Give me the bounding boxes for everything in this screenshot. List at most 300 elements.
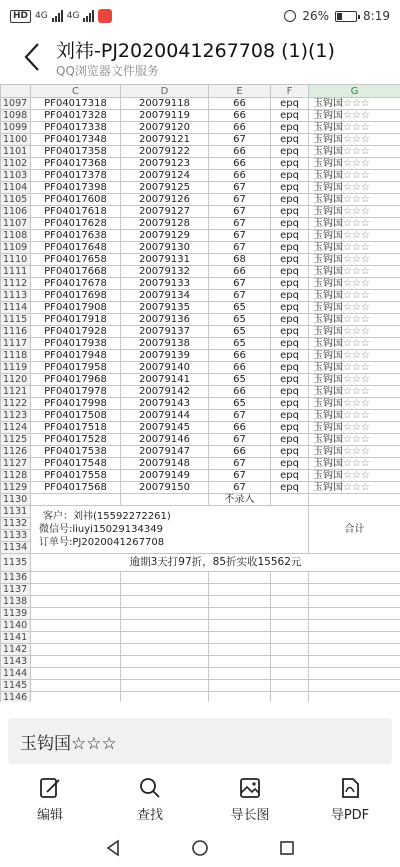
cell-e[interactable]: 65 bbox=[209, 314, 271, 326]
cell-e[interactable]: 67 bbox=[209, 194, 271, 206]
cell-f[interactable]: epq bbox=[271, 134, 309, 146]
cell-content-preview[interactable]: 玉钩国☆☆☆ bbox=[8, 718, 392, 764]
empty-cell[interactable] bbox=[31, 608, 121, 620]
table-row[interactable] bbox=[1, 338, 400, 350]
cell-e[interactable]: 67 bbox=[209, 242, 271, 254]
cell-c[interactable]: PF04017908 bbox=[31, 302, 121, 314]
cell-g[interactable] bbox=[309, 386, 400, 398]
empty-cell[interactable] bbox=[271, 620, 309, 632]
table-row[interactable] bbox=[1, 386, 400, 398]
cell-g[interactable] bbox=[309, 314, 400, 326]
table-row[interactable] bbox=[1, 470, 400, 482]
row-number: 1118 bbox=[1, 350, 31, 362]
empty-cell[interactable] bbox=[31, 668, 121, 680]
empty-cell[interactable] bbox=[209, 584, 271, 596]
empty-cell[interactable] bbox=[209, 620, 271, 632]
cell-d[interactable]: 20079132 bbox=[121, 266, 209, 278]
cell-f[interactable]: epq bbox=[271, 350, 309, 362]
cell-c[interactable]: PF04017618 bbox=[31, 206, 121, 218]
cell-g[interactable] bbox=[309, 230, 400, 242]
cell-c[interactable]: PF04017938 bbox=[31, 338, 121, 350]
empty-cell[interactable] bbox=[121, 680, 209, 692]
table-row[interactable] bbox=[1, 242, 400, 254]
cell-d[interactable]: 20079139 bbox=[121, 350, 209, 362]
cell-c[interactable]: PF04017328 bbox=[31, 110, 121, 122]
cell-e[interactable]: 65 bbox=[209, 338, 271, 350]
cell-c[interactable]: PF04017508 bbox=[31, 410, 121, 422]
cell-g[interactable] bbox=[309, 146, 400, 158]
empty-cell[interactable] bbox=[309, 620, 400, 632]
empty-cell[interactable] bbox=[309, 644, 400, 656]
cell-f[interactable]: epq bbox=[271, 434, 309, 446]
cell-g[interactable] bbox=[309, 422, 400, 434]
cell-f[interactable]: epq bbox=[271, 386, 309, 398]
empty-cell[interactable] bbox=[271, 656, 309, 668]
cell-d[interactable]: 20079136 bbox=[121, 314, 209, 326]
cell-c[interactable]: PF04017948 bbox=[31, 350, 121, 362]
cell-d[interactable]: 20079131 bbox=[121, 254, 209, 266]
cell-d[interactable]: 20079133 bbox=[121, 278, 209, 290]
table-row[interactable] bbox=[1, 620, 400, 632]
empty-cell[interactable] bbox=[209, 692, 271, 703]
table-row[interactable] bbox=[1, 668, 400, 680]
table-row[interactable] bbox=[1, 134, 400, 146]
table-row[interactable] bbox=[1, 182, 400, 194]
table-row[interactable] bbox=[1, 290, 400, 302]
empty-cell[interactable] bbox=[121, 632, 209, 644]
table-row[interactable] bbox=[1, 158, 400, 170]
table-row[interactable] bbox=[1, 680, 400, 692]
cell-f[interactable]: epq bbox=[271, 446, 309, 458]
column-header[interactable]: F bbox=[271, 85, 309, 98]
cell-e[interactable]: 68 bbox=[209, 254, 271, 266]
cell-g[interactable] bbox=[309, 470, 400, 482]
cell-d[interactable]: 20079134 bbox=[121, 290, 209, 302]
empty-cell[interactable] bbox=[31, 572, 121, 584]
cell-d[interactable]: 20079142 bbox=[121, 386, 209, 398]
table-row[interactable] bbox=[1, 146, 400, 158]
table-row[interactable] bbox=[1, 434, 400, 446]
cell-e[interactable]: 67 bbox=[209, 482, 271, 494]
cell-c[interactable]: PF04017368 bbox=[31, 158, 121, 170]
cell-g[interactable] bbox=[309, 350, 400, 362]
cell-c[interactable]: PF04017628 bbox=[31, 218, 121, 230]
empty-cell[interactable] bbox=[121, 668, 209, 680]
cell-f[interactable]: epq bbox=[271, 482, 309, 494]
table-row[interactable] bbox=[1, 608, 400, 620]
cell-g[interactable] bbox=[309, 434, 400, 446]
empty-cell[interactable] bbox=[209, 680, 271, 692]
empty-cell[interactable] bbox=[121, 620, 209, 632]
table-row[interactable] bbox=[1, 350, 400, 362]
empty-cell[interactable] bbox=[271, 608, 309, 620]
cell-f[interactable]: epq bbox=[271, 206, 309, 218]
back-arrow-icon[interactable] bbox=[20, 40, 44, 74]
cell-c[interactable]: PF04017558 bbox=[31, 470, 121, 482]
cell-c[interactable]: PF04017678 bbox=[31, 278, 121, 290]
cell-c[interactable]: PF04017528 bbox=[31, 434, 121, 446]
cell-g[interactable] bbox=[309, 446, 400, 458]
table-row[interactable] bbox=[1, 254, 400, 266]
cell-g[interactable] bbox=[309, 302, 400, 314]
column-header-selected[interactable]: G bbox=[309, 85, 400, 98]
cell-d[interactable]: 20079148 bbox=[121, 458, 209, 470]
empty-cell[interactable] bbox=[121, 692, 209, 703]
cell-f[interactable]: epq bbox=[271, 314, 309, 326]
cell-f[interactable]: epq bbox=[271, 278, 309, 290]
cell-e[interactable]: 65 bbox=[209, 326, 271, 338]
table-row[interactable] bbox=[1, 692, 400, 703]
cell-e[interactable]: 67 bbox=[209, 206, 271, 218]
cell-e[interactable]: 65 bbox=[209, 302, 271, 314]
cell-d[interactable]: 20079144 bbox=[121, 410, 209, 422]
empty-cell[interactable] bbox=[31, 680, 121, 692]
cell-g[interactable] bbox=[309, 290, 400, 302]
cell-g[interactable] bbox=[309, 326, 400, 338]
cell-d[interactable]: 20079128 bbox=[121, 218, 209, 230]
cell-f[interactable]: epq bbox=[271, 362, 309, 374]
cell-g[interactable] bbox=[309, 254, 400, 266]
cell-g[interactable] bbox=[309, 374, 400, 386]
empty-cell[interactable] bbox=[309, 656, 400, 668]
table-row[interactable] bbox=[1, 218, 400, 230]
cell-c[interactable]: PF04017338 bbox=[31, 122, 121, 134]
empty-cell[interactable] bbox=[31, 644, 121, 656]
cell-c[interactable]: PF04017918 bbox=[31, 314, 121, 326]
cell-f[interactable]: epq bbox=[271, 98, 309, 110]
cell-e[interactable]: 65 bbox=[209, 374, 271, 386]
cell-c[interactable]: PF04017358 bbox=[31, 146, 121, 158]
cell-g[interactable] bbox=[309, 410, 400, 422]
cell-e[interactable]: 67 bbox=[209, 134, 271, 146]
cell-e[interactable]: 67 bbox=[209, 230, 271, 242]
cell-f[interactable]: epq bbox=[271, 326, 309, 338]
cell-f[interactable]: epq bbox=[271, 218, 309, 230]
empty-cell[interactable] bbox=[309, 572, 400, 584]
cell-g-text: 玉钩国 bbox=[313, 158, 343, 169]
cell-g[interactable] bbox=[309, 182, 400, 194]
table-row[interactable] bbox=[1, 398, 400, 410]
cell-d[interactable]: 20079145 bbox=[121, 422, 209, 434]
table-row[interactable] bbox=[1, 656, 400, 668]
cell-e[interactable]: 66 bbox=[209, 422, 271, 434]
cell-e[interactable]: 66 bbox=[209, 122, 271, 134]
spreadsheet-grid[interactable] bbox=[0, 84, 400, 702]
table-row[interactable] bbox=[1, 230, 400, 242]
row-number: 1102 bbox=[1, 158, 31, 170]
cell-f[interactable]: epq bbox=[271, 302, 309, 314]
table-row[interactable] bbox=[1, 206, 400, 218]
empty-cell[interactable] bbox=[271, 668, 309, 680]
cell-c[interactable]: PF04017668 bbox=[31, 266, 121, 278]
empty-cell[interactable] bbox=[31, 596, 121, 608]
cell-c[interactable]: PF04017398 bbox=[31, 182, 121, 194]
cell-e[interactable]: 66 bbox=[209, 446, 271, 458]
cell-c[interactable]: PF04017958 bbox=[31, 362, 121, 374]
table-row[interactable] bbox=[1, 170, 400, 182]
cell-e[interactable]: 66 bbox=[209, 386, 271, 398]
cell-d[interactable]: 20079118 bbox=[121, 98, 209, 110]
cell-g[interactable] bbox=[309, 206, 400, 218]
empty-cell[interactable] bbox=[309, 584, 400, 596]
empty-cell[interactable] bbox=[271, 680, 309, 692]
cell-g[interactable] bbox=[309, 362, 400, 374]
cell-d[interactable]: 20079125 bbox=[121, 182, 209, 194]
cell-c[interactable]: PF04017548 bbox=[31, 458, 121, 470]
empty-cell[interactable] bbox=[121, 608, 209, 620]
empty-cell[interactable] bbox=[209, 656, 271, 668]
cell-f[interactable]: epq bbox=[271, 254, 309, 266]
cell-f[interactable]: epq bbox=[271, 194, 309, 206]
cell-c[interactable]: PF04017538 bbox=[31, 446, 121, 458]
cell-c[interactable]: PF04017318 bbox=[31, 98, 121, 110]
cell-g[interactable] bbox=[309, 458, 400, 470]
nav-back-icon[interactable] bbox=[104, 839, 122, 857]
cell-c[interactable]: PF04017928 bbox=[31, 326, 121, 338]
cell-g[interactable] bbox=[309, 266, 400, 278]
rating-stars: ☆☆☆ bbox=[343, 194, 370, 205]
edit-button[interactable] bbox=[0, 770, 100, 826]
cell-f[interactable]: epq bbox=[271, 242, 309, 254]
rating-stars: ☆☆☆ bbox=[343, 266, 370, 277]
cell-d[interactable]: 20079150 bbox=[121, 482, 209, 494]
cell-c[interactable]: PF04017348 bbox=[31, 134, 121, 146]
table-row[interactable] bbox=[1, 494, 400, 506]
cell-f[interactable]: epq bbox=[271, 374, 309, 386]
empty-cell[interactable] bbox=[121, 584, 209, 596]
cell-c[interactable]: PF04017568 bbox=[31, 482, 121, 494]
cell-e[interactable]: 67 bbox=[209, 182, 271, 194]
cell-g[interactable] bbox=[309, 482, 400, 494]
cell-f[interactable]: epq bbox=[271, 470, 309, 482]
empty-cell[interactable] bbox=[121, 596, 209, 608]
cell-g[interactable] bbox=[309, 194, 400, 206]
empty-cell[interactable] bbox=[31, 584, 121, 596]
cell-c[interactable]: PF04017608 bbox=[31, 194, 121, 206]
cell-d[interactable]: 20079122 bbox=[121, 146, 209, 158]
empty-cell[interactable] bbox=[271, 584, 309, 596]
cell-f[interactable]: epq bbox=[271, 122, 309, 134]
empty-cell[interactable] bbox=[271, 572, 309, 584]
cell-d[interactable]: 20079129 bbox=[121, 230, 209, 242]
cell-d[interactable]: 20079123 bbox=[121, 158, 209, 170]
export-long-image-button[interactable] bbox=[200, 770, 300, 826]
cell-c[interactable]: PF04017518 bbox=[31, 422, 121, 434]
cell-c[interactable]: PF04017658 bbox=[31, 254, 121, 266]
table-row[interactable] bbox=[1, 584, 400, 596]
cell-d[interactable]: 20079126 bbox=[121, 194, 209, 206]
cell-e[interactable]: 66 bbox=[209, 350, 271, 362]
cell-g[interactable] bbox=[309, 158, 400, 170]
table-row[interactable] bbox=[1, 122, 400, 134]
table-row[interactable] bbox=[1, 266, 400, 278]
cell-f[interactable]: epq bbox=[271, 338, 309, 350]
empty-cell[interactable] bbox=[309, 668, 400, 680]
empty-cell[interactable] bbox=[309, 680, 400, 692]
cell-f[interactable]: epq bbox=[271, 230, 309, 242]
corner-cell[interactable] bbox=[1, 85, 31, 98]
cell-e[interactable]: 66 bbox=[209, 170, 271, 182]
cell-d[interactable]: 20079143 bbox=[121, 398, 209, 410]
cell-c[interactable]: PF04017638 bbox=[31, 230, 121, 242]
cell-d[interactable]: 20079147 bbox=[121, 446, 209, 458]
cell-d[interactable]: 20079137 bbox=[121, 326, 209, 338]
not-entered-cell[interactable]: 不录入 bbox=[209, 494, 271, 506]
empty-cell[interactable] bbox=[271, 644, 309, 656]
empty-cell[interactable] bbox=[31, 632, 121, 644]
cell-e[interactable]: 66 bbox=[209, 146, 271, 158]
row-number: 1140 bbox=[1, 620, 31, 632]
cell-e[interactable]: 67 bbox=[209, 434, 271, 446]
row-number: 1131 bbox=[1, 506, 31, 518]
cell-f[interactable]: epq bbox=[271, 110, 309, 122]
empty-cell[interactable] bbox=[309, 692, 400, 703]
export-pdf-button[interactable] bbox=[300, 770, 400, 826]
table-row[interactable] bbox=[1, 458, 400, 470]
cell-e[interactable]: 67 bbox=[209, 278, 271, 290]
cell-g[interactable] bbox=[309, 98, 400, 110]
empty-cell[interactable] bbox=[31, 692, 121, 703]
cell-f[interactable]: epq bbox=[271, 266, 309, 278]
column-header[interactable]: C bbox=[31, 85, 121, 98]
cell-d[interactable]: 20079138 bbox=[121, 338, 209, 350]
cell-f[interactable]: epq bbox=[271, 182, 309, 194]
cell-c[interactable]: PF04017978 bbox=[31, 386, 121, 398]
cell-g[interactable] bbox=[309, 218, 400, 230]
table-row[interactable] bbox=[1, 422, 400, 434]
cell-e[interactable]: 67 bbox=[209, 290, 271, 302]
empty-cell[interactable] bbox=[309, 632, 400, 644]
cell-e[interactable]: 66 bbox=[209, 98, 271, 110]
cell-g[interactable] bbox=[309, 134, 400, 146]
table-row[interactable] bbox=[1, 194, 400, 206]
cell-f[interactable]: epq bbox=[271, 398, 309, 410]
empty-cell[interactable] bbox=[309, 608, 400, 620]
empty-cell[interactable] bbox=[209, 608, 271, 620]
table-row[interactable] bbox=[1, 554, 400, 572]
cell-e[interactable]: 67 bbox=[209, 470, 271, 482]
table-row[interactable] bbox=[1, 446, 400, 458]
cell-e[interactable]: 66 bbox=[209, 110, 271, 122]
cell-d[interactable]: 20079119 bbox=[121, 110, 209, 122]
cell-f[interactable]: epq bbox=[271, 290, 309, 302]
row-number: 1127 bbox=[1, 458, 31, 470]
cell-d[interactable]: 20079120 bbox=[121, 122, 209, 134]
empty-cell[interactable] bbox=[121, 572, 209, 584]
cell-d[interactable]: 20079127 bbox=[121, 206, 209, 218]
column-header[interactable]: E bbox=[209, 85, 271, 98]
empty-cell[interactable] bbox=[121, 644, 209, 656]
cell-c[interactable]: PF04017698 bbox=[31, 290, 121, 302]
table-row[interactable] bbox=[1, 110, 400, 122]
cell-c[interactable]: PF04017998 bbox=[31, 398, 121, 410]
table-row[interactable] bbox=[1, 326, 400, 338]
cell-g[interactable] bbox=[309, 170, 400, 182]
empty-cell[interactable] bbox=[209, 632, 271, 644]
cell-d[interactable]: 20079130 bbox=[121, 242, 209, 254]
empty-cell[interactable] bbox=[31, 620, 121, 632]
cell-g[interactable] bbox=[309, 122, 400, 134]
cell-f[interactable]: epq bbox=[271, 158, 309, 170]
table-row[interactable] bbox=[1, 314, 400, 326]
cell-f[interactable]: epq bbox=[271, 458, 309, 470]
cell-d[interactable]: 20079149 bbox=[121, 470, 209, 482]
table-row[interactable] bbox=[1, 374, 400, 386]
table-row[interactable] bbox=[1, 410, 400, 422]
cell-e[interactable]: 66 bbox=[209, 362, 271, 374]
find-button[interactable] bbox=[100, 770, 200, 826]
empty-cell[interactable] bbox=[121, 656, 209, 668]
cell-e[interactable]: 66 bbox=[209, 158, 271, 170]
table-row[interactable] bbox=[1, 644, 400, 656]
table-row[interactable] bbox=[1, 302, 400, 314]
cell-d[interactable]: 20079124 bbox=[121, 170, 209, 182]
empty-cell[interactable] bbox=[209, 596, 271, 608]
cell-g[interactable] bbox=[309, 278, 400, 290]
table-row[interactable] bbox=[1, 596, 400, 608]
cell-e[interactable]: 67 bbox=[209, 218, 271, 230]
cell-f[interactable]: epq bbox=[271, 146, 309, 158]
empty-cell[interactable] bbox=[209, 572, 271, 584]
cell-e[interactable]: 65 bbox=[209, 398, 271, 410]
table-row[interactable] bbox=[1, 278, 400, 290]
total-cell[interactable]: 合计 bbox=[309, 506, 400, 554]
cell-g[interactable] bbox=[309, 398, 400, 410]
table-row[interactable] bbox=[1, 506, 400, 518]
network-type-2: 4G bbox=[66, 11, 80, 21]
cell-g-text: 玉钩国 bbox=[313, 182, 343, 193]
cell-e[interactable]: 66 bbox=[209, 266, 271, 278]
empty-cell[interactable] bbox=[31, 656, 121, 668]
cell-f[interactable]: epq bbox=[271, 410, 309, 422]
cell-d[interactable]: 20079135 bbox=[121, 302, 209, 314]
spreadsheet-view[interactable] bbox=[0, 84, 400, 702]
cell-f[interactable]: epq bbox=[271, 170, 309, 182]
empty-cell[interactable] bbox=[309, 596, 400, 608]
cell-g[interactable] bbox=[309, 338, 400, 350]
cell-c[interactable]: PF04017648 bbox=[31, 242, 121, 254]
table-row[interactable] bbox=[1, 632, 400, 644]
discount-note-cell[interactable]: 逾期3天打97折，85折实收15562元 bbox=[31, 554, 400, 572]
cell-c[interactable]: PF04017968 bbox=[31, 374, 121, 386]
table-row[interactable] bbox=[1, 482, 400, 494]
cell-g[interactable] bbox=[309, 110, 400, 122]
cell-f[interactable]: epq bbox=[271, 422, 309, 434]
rating-stars: ☆☆☆ bbox=[343, 230, 370, 241]
cell-e[interactable]: 67 bbox=[209, 410, 271, 422]
empty-cell[interactable] bbox=[271, 632, 309, 644]
cell-g[interactable] bbox=[309, 242, 400, 254]
nav-home-icon[interactable] bbox=[191, 839, 209, 857]
row-number: 1104 bbox=[1, 182, 31, 194]
empty-cell[interactable] bbox=[209, 644, 271, 656]
table-row[interactable] bbox=[1, 572, 400, 584]
cell-d[interactable]: 20079140 bbox=[121, 362, 209, 374]
cell-e[interactable]: 67 bbox=[209, 458, 271, 470]
table-row[interactable] bbox=[1, 98, 400, 110]
empty-cell[interactable] bbox=[209, 668, 271, 680]
cell-c[interactable]: PF04017378 bbox=[31, 170, 121, 182]
table-row[interactable] bbox=[1, 362, 400, 374]
customer-info-cell[interactable] bbox=[31, 506, 309, 554]
nav-recents-icon[interactable] bbox=[278, 839, 296, 857]
empty-cell[interactable] bbox=[271, 596, 309, 608]
cell-d[interactable]: 20079141 bbox=[121, 374, 209, 386]
column-header[interactable]: D bbox=[121, 85, 209, 98]
cell-d[interactable]: 20079121 bbox=[121, 134, 209, 146]
empty-cell[interactable] bbox=[271, 692, 309, 703]
cell-d[interactable]: 20079146 bbox=[121, 434, 209, 446]
